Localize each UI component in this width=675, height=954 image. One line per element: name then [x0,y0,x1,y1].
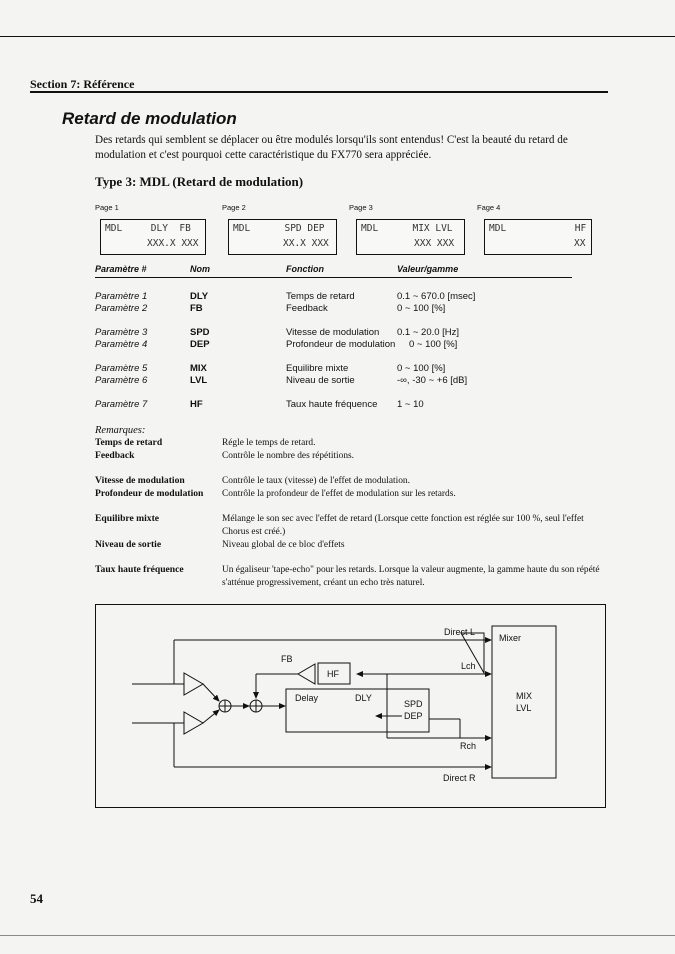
lcd-page-4 [484,219,592,255]
remark-term: Niveau de sortie [95,539,162,550]
section-rule [30,91,608,93]
hf-label: HF [327,669,339,679]
mixer-block [492,626,556,778]
remark-desc: Contrôle le nombre des répétitions. [222,451,355,461]
page-title: Retard de modulation [62,109,237,128]
name-cell: SPD [190,327,210,338]
remarks-title: Remarques: [95,425,146,436]
intro-paragraph: Des retards qui semblent se déplacer ou être modulés lorsqu'ils sont entendus! C'est la beauté du retard de modulation et c'est pourquoi cette caractéristique du FX770 sera appréciée. [95,134,568,161]
value-cell: 1 ~ 10 [397,399,424,410]
name-cell: DEP [190,339,210,350]
param-cell: Paramètre 5 [95,363,148,374]
lcd-line-1: MDL DLY FB [105,223,191,234]
name-cell: FB [190,303,203,314]
delay-label: Delay [295,693,319,703]
remark-desc: Mélange le son sec avec l'effet de retard (Lorsque cette fonction est réglée sur 100 %, seul l'effet Chorus est créé.) [222,514,584,537]
bottom-rule [0,935,675,936]
page-label-1: Page 1 [95,203,119,212]
lcd-line-2: XX [574,238,586,249]
spd-label: SPD [404,699,423,709]
mixer-label: Mixer [499,633,521,643]
remark-desc: Niveau global de ce bloc d'effets [222,540,345,550]
lcd-page-3 [356,219,465,255]
lcd-page-1 [100,219,206,255]
function-cell: Taux haute fréquence [286,399,378,410]
param-cell: Paramètre 7 [95,399,148,410]
col-header-function: Fonction [286,264,324,274]
top-rule [0,36,675,37]
param-cell: Paramètre 4 [95,339,148,350]
value-cell: -∞, -30 ~ +6 [dB] [397,375,468,386]
function-cell: Profondeur de modulation [286,339,396,350]
lcd-page-2 [228,219,337,255]
remark-term: Vitesse de modulation [95,475,185,486]
col-header-value: Valeur/gamme [397,264,459,274]
section-header: Section 7: Référence [30,77,135,91]
direct-r-label: Direct R [443,773,476,783]
rch-label: Rch [460,741,477,751]
type-subtitle: Type 3: MDL (Retard de modulation) [95,174,304,189]
page-label-2: Page 2 [222,203,246,212]
remark-term: Temps de retard [95,437,163,448]
name-cell: DLY [190,291,209,302]
input-l-amp [184,673,203,695]
name-cell: MIX [190,363,207,374]
amp-to-sum [203,684,219,701]
lvl-label: LVL [516,703,532,713]
param-cell: Paramètre 2 [95,303,148,314]
function-cell: Niveau de sortie [286,375,355,386]
dly-label: DLY [355,693,372,703]
remark-term: Equilibre mixte [95,513,160,524]
value-cell: 0 ~ 100 [%] [397,363,446,374]
remark-term: Taux haute fréquence [95,564,184,575]
fb-label: FB [281,654,293,664]
function-cell: Vitesse de modulation [286,327,380,338]
lcd-line-2: XX.X XXX [283,238,329,249]
remark-desc: Un égaliseur 'tape-echo" pour les retards. Lorsque la valeur augmente, la gamme haute du son répété s'atténue progressivement, créant un echo très naturel. [222,565,600,588]
direct-l-label: Direct L [444,627,476,637]
remark-desc: Régle le temps de retard. [222,438,316,448]
amp-to-sum [203,710,219,723]
lcd-line-2: XXX XXX [414,238,455,249]
function-cell: Feedback [286,303,328,314]
param-cell: Paramètre 6 [95,375,148,386]
value-cell: 0.1 ~ 20.0 [Hz] [397,327,460,338]
remark-term: Profondeur de modulation [95,488,204,499]
remark-desc: Contrôle la profondeur de l'effet de modulation sur les retards. [222,489,456,499]
col-header-param: Paramètre # [95,264,147,274]
mix-label: MIX [516,691,533,701]
name-cell: LVL [190,375,208,386]
param-cell: Paramètre 3 [95,327,148,338]
remark-term: Feedback [95,450,135,461]
signal-flow-diagram [94,603,606,809]
remark-desc: Contrôle le taux (vitesse) de l'effet de modulation. [222,476,410,486]
value-cell: 0 ~ 100 [%] [397,303,446,314]
lcd-line-1: MDL MIX LVL [361,223,453,234]
lcd-line-1: MDL HF [489,223,587,234]
table-header-rule [95,277,572,278]
value-cell: 0.1 ~ 670.0 [msec] [397,291,476,302]
col-header-name: Nom [190,264,210,274]
name-cell: HF [190,399,203,410]
lcd-line-1: MDL SPD DEP [233,223,325,234]
page-number: 54 [30,891,43,906]
lch-label: Lch [461,661,476,671]
page-label-3: Page 3 [349,203,373,212]
value-cell: 0 ~ 100 [%] [409,339,458,350]
function-cell: Equilibre mixte [286,363,349,374]
dep-label: DEP [404,711,423,721]
input-r-amp [184,712,203,734]
fb-amp [298,664,315,684]
page-label-4: Fage 4 [477,203,501,212]
function-cell: Temps de retard [286,291,355,302]
lcd-line-2: XXX.X XXX [147,238,199,249]
param-cell: Paramètre 1 [95,291,148,302]
